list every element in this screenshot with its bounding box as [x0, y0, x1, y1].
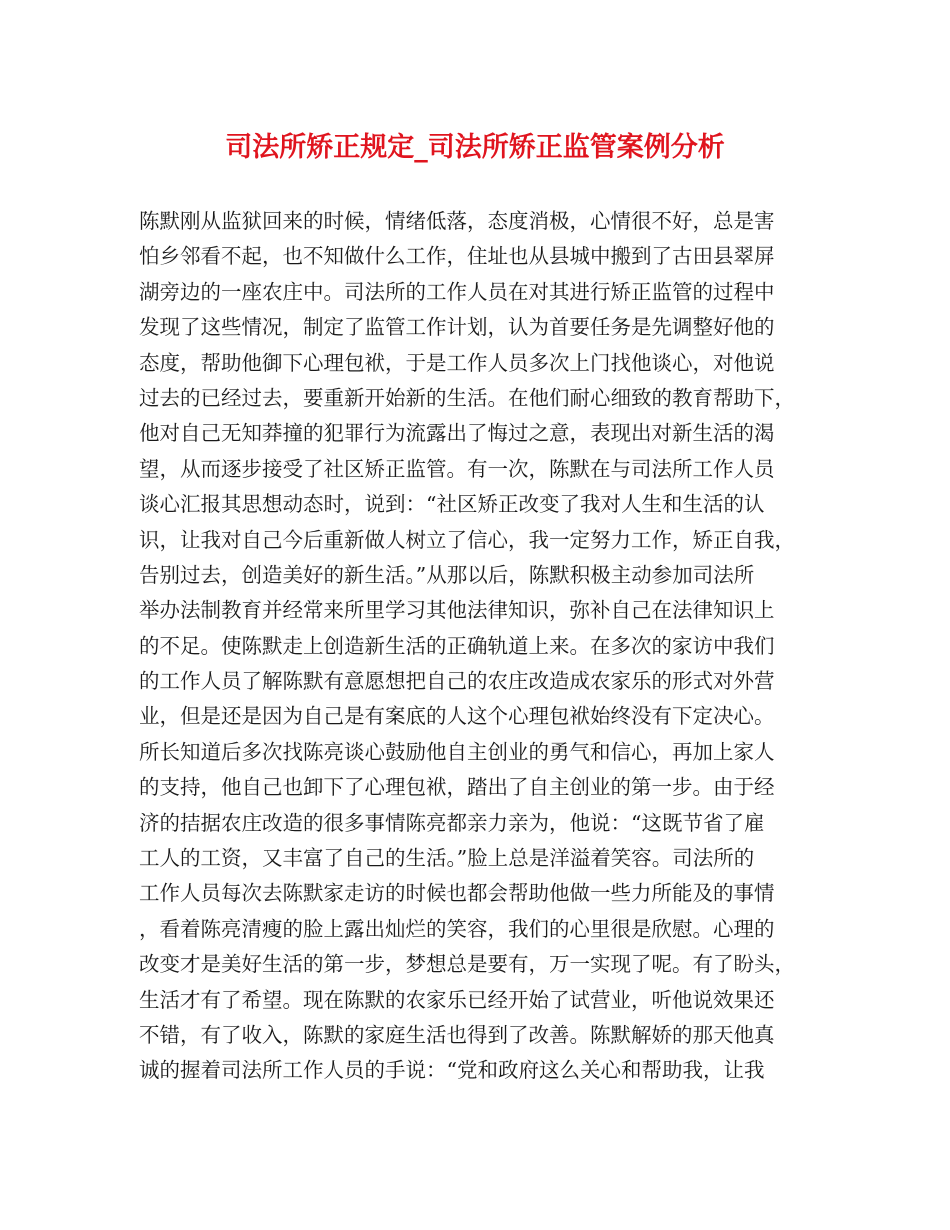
body-line: 改变才是美好生活的第一步，梦想总是要有，万一实现了呢。有了盼头，	[139, 952, 795, 977]
body-line: 不错，有了收入，陈默的家庭生活也得到了改善。陈默解娇的那天他真	[139, 1022, 775, 1047]
body-line: 所长知道后多次找陈亮谈心鼓励他自主创业的勇气和信心，再加上家人	[139, 739, 775, 764]
body-line: 识，让我对自己今后重新做人树立了信心，我一定努力工作，矫正自我，	[139, 527, 795, 552]
body-line: 态度，帮助他御下心理包袱，于是工作人员多次上门找他谈心，对他说	[139, 350, 775, 375]
document-body	[139, 204, 829, 1089]
document-title: 司法所矫正规定_司法所矫正监管案例分析	[225, 132, 725, 163]
body-line: 望，从而逐步接受了社区矫正监管。有一次，陈默在与司法所工作人员	[139, 456, 775, 481]
body-line: 谈心汇报其思想动态时，说到：“社区矫正改变了我对人生和生活的认	[139, 492, 765, 517]
body-line: 的工作人员了解陈默有意愿想把自己的农庄改造成农家乐的形式对外营	[139, 669, 775, 694]
body-line: 发现了这些情况，制定了监管工作计划，认为首要任务是先调整好他的	[139, 315, 775, 340]
body-line: 的支持，他自己也卸下了心理包袱，踏出了自主创业的第一步。由于经	[139, 775, 775, 800]
body-line: ，看着陈亮清瘦的脸上露出灿烂的笑容，我们的心里很是欣慰。心理的	[139, 916, 775, 941]
body-line: 工作人员每次去陈默家走访的时候也都会帮助他做一些力所能及的事情	[139, 881, 775, 906]
body-line: 过去的已经过去，要重新开始新的生活。在他们耐心细致的教育帮助下，	[139, 385, 795, 410]
body-line: 的不足。使陈默走上创造新生活的正确轨道上来。在多次的家访中我们	[139, 633, 775, 658]
body-line: 业，但是还是因为自己是有案底的人这个心理包袱始终没有下定决心。	[139, 704, 775, 729]
body-line: 他对自己无知莽撞的犯罪行为流露出了悔过之意，表现出对新生活的渴	[139, 421, 775, 446]
body-line: 陈默刚从监狱回来的时候，情绪低落，态度消极，心情很不好，总是害	[139, 209, 775, 233]
body-line: 工人的工资，又丰富了自己的生活。”脸上总是洋溢着笑容。司法所的	[139, 846, 755, 871]
body-line: 告别过去，创造美好的新生活。”从那以后，陈默积极主动参加司法所	[139, 562, 755, 587]
body-line: 济的拮据农庄改造的很多事情陈亮都亲力亲为，他说：“这既节省了雇	[139, 810, 765, 835]
body-line: 举办法制教育并经常来所里学习其他法律知识，弥补自己在法律知识上	[139, 598, 775, 623]
body-line: 诚的握着司法所工作人员的手说：“党和政府这么关心和帮助我，让我	[139, 1058, 765, 1083]
body-line: 湖旁边的一座农庄中。司法所的工作人员在对其进行矫正监管的过程中	[139, 279, 775, 304]
body-line: 怕乡邻看不起，也不知做什么工作，住址也从县城中搬到了古田县翠屏	[139, 244, 775, 269]
body-line: 生活才有了希望。现在陈默的农家乐已经开始了试营业，听他说效果还	[139, 987, 775, 1012]
